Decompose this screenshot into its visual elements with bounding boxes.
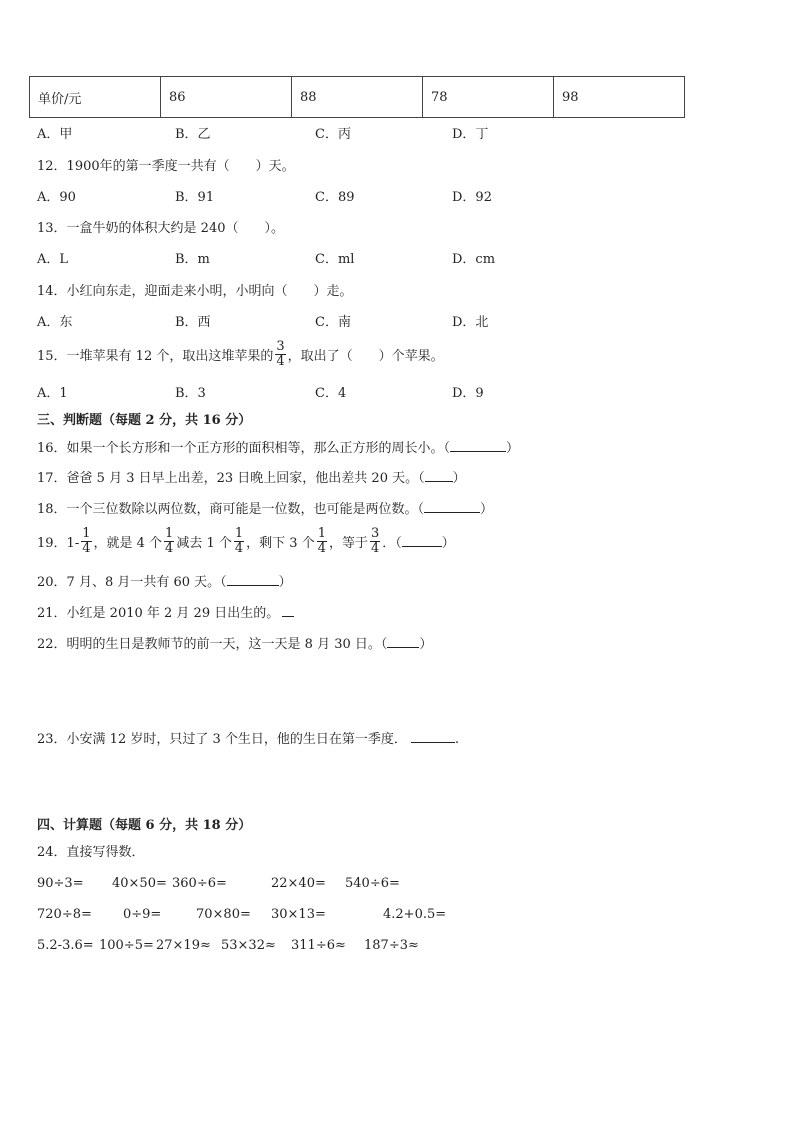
- fraction-numerator: 1: [165, 526, 174, 541]
- fraction: [234, 527, 244, 556]
- table-cell: 78: [423, 77, 554, 118]
- fraction: [81, 527, 91, 556]
- fraction: [275, 340, 285, 369]
- q13-option-a: A．L: [37, 252, 69, 267]
- question-19: [37, 528, 455, 560]
- q15-text-after: ，取出了（ ）个苹果。: [287, 349, 444, 364]
- q16-text: 16．如果一个长方形和一个正方形的面积相等，那么正方形的周长小。（: [37, 441, 451, 456]
- calc-item: 70×80=: [196, 907, 251, 922]
- calc-item: 53×32≈: [221, 938, 276, 953]
- q12-option-c: C．89: [315, 190, 355, 205]
- fraction-numerator: 1: [234, 526, 244, 541]
- q19-mid1: ，就是 4 个: [93, 536, 163, 551]
- section-4-title: 四、计算题（每题 6 分，共 18 分）: [37, 818, 252, 833]
- calc-item: 720÷8=: [37, 907, 92, 922]
- question-12: 12．1900年的第一季度一共有（ ）天。: [37, 159, 295, 174]
- q23-text: 23．小安满 12 岁时，只过了 3 个生日，他的生日在第一季度．: [37, 732, 407, 747]
- q12-option-a: A．90: [37, 190, 76, 205]
- price-table: [29, 76, 685, 118]
- table-header-cell: 单价/元: [30, 77, 161, 118]
- fraction-numerator: 3: [276, 339, 285, 354]
- q18-close: ）: [480, 502, 494, 517]
- q18-text: 18．一个三位数除以两位数，商可能是一位数，也可能是两位数。（: [37, 502, 425, 517]
- calc-item: 5.2-3.6=: [37, 938, 94, 953]
- question-14: 14．小红向东走，迎面走来小明，小明向（ ）走。: [37, 284, 353, 299]
- q15-option-b: B．3: [175, 386, 206, 401]
- q15-text-before: 15．一堆苹果有 12 个，取出这堆苹果的: [37, 349, 274, 364]
- q13-option-b: B．m: [175, 252, 210, 267]
- q20-close: ）: [278, 575, 292, 590]
- q14-option-a: A．东: [37, 315, 73, 330]
- calc-item: 40×50=: [112, 876, 167, 891]
- answer-blank: [411, 731, 455, 743]
- q11-option-a: A．甲: [37, 127, 73, 142]
- question-23: [37, 731, 459, 748]
- q19-close: ）: [441, 536, 455, 551]
- answer-blank: [282, 605, 294, 617]
- question-18: [37, 501, 493, 518]
- calc-item: 540÷6=: [345, 876, 400, 891]
- q11-option-d: D．丁: [452, 127, 489, 142]
- q11-option-b: B．乙: [175, 127, 211, 142]
- fraction-numerator: 1: [82, 526, 91, 541]
- calc-item: 0÷9=: [123, 907, 162, 922]
- fraction-numerator: 1: [317, 526, 326, 541]
- q15-option-d: D．9: [452, 386, 484, 401]
- question-22: [37, 636, 432, 653]
- q13-option-d: D．cm: [452, 252, 496, 267]
- question-15: [37, 339, 444, 372]
- q12-option-b: B．91: [175, 190, 215, 205]
- calc-item: 100÷5=: [99, 938, 154, 953]
- q14-option-c: C．南: [315, 315, 351, 330]
- fraction-denominator: 4: [234, 541, 244, 556]
- q16-close: ）: [506, 441, 520, 456]
- fraction-denominator: 4: [371, 541, 380, 556]
- q17-text: 17．爸爸 5 月 3 日早上出差，23 日晚上回家，他出差共 20 天。（: [37, 471, 425, 486]
- q19-mid3: ，剩下 3 个: [246, 536, 315, 551]
- calc-item: 22×40=: [271, 876, 326, 891]
- q19-mid2: 减去 1 个: [176, 536, 232, 551]
- section-3-title: 三、判断题（每题 2 分，共 16 分）: [37, 413, 252, 428]
- q20-text: 20．7 月、8 月一共有 60 天。（: [37, 575, 227, 590]
- calc-item: 360÷6=: [172, 876, 227, 891]
- fraction-denominator: 4: [165, 541, 174, 556]
- table-cell: 88: [292, 77, 423, 118]
- q22-close: ）: [419, 637, 433, 652]
- table-row: [30, 77, 685, 118]
- q13-option-c: C．ml: [315, 252, 355, 267]
- q15-option-c: C．4: [315, 386, 347, 401]
- q12-option-d: D．92: [452, 190, 492, 205]
- question-21: [37, 605, 294, 622]
- fraction-denominator: 4: [82, 541, 91, 556]
- question-16: [37, 440, 519, 457]
- calc-item: 4.2+0.5=: [383, 907, 447, 922]
- answer-blank: [425, 470, 453, 482]
- q19-end: ．（: [382, 536, 402, 551]
- calc-item: 27×19≈: [156, 938, 211, 953]
- q23-end: .: [454, 732, 460, 747]
- fraction-denominator: 4: [276, 354, 285, 369]
- calc-item: 187÷3≈: [364, 938, 419, 953]
- question-24: 24．直接写得数．: [37, 845, 145, 860]
- answer-blank: [424, 501, 480, 513]
- question-13: 13．一盒牛奶的体积大约是 240（ ）。: [37, 221, 284, 236]
- q19-prefix: 19．1-: [37, 536, 80, 551]
- fraction-denominator: 4: [317, 541, 326, 556]
- q11-option-c: C．丙: [315, 127, 351, 142]
- table-cell: 98: [554, 77, 685, 118]
- q21-text: 21．小红是 2010 年 2 月 29 日出生的。: [37, 606, 280, 621]
- fraction: [370, 527, 380, 556]
- answer-blank: [402, 535, 442, 547]
- question-20: [37, 574, 292, 591]
- q19-mid4: ，等于: [328, 536, 368, 551]
- calc-item: 90÷3=: [37, 876, 84, 891]
- q14-option-b: B．西: [175, 315, 211, 330]
- q14-option-d: D．北: [452, 315, 489, 330]
- question-17: [37, 470, 466, 487]
- answer-blank: [227, 574, 279, 586]
- calc-item: 311÷6≈: [291, 938, 346, 953]
- fraction: [164, 527, 174, 556]
- q17-close: ）: [452, 471, 466, 486]
- table-cell: 86: [161, 77, 292, 118]
- fraction: [317, 527, 327, 556]
- answer-blank: [387, 636, 419, 648]
- fraction-numerator: 3: [371, 526, 380, 541]
- q22-text: 22．明明的生日是教师节的前一天，这一天是 8 月 30 日。（: [37, 637, 388, 652]
- answer-blank: [450, 440, 506, 452]
- calc-item: 30×13=: [271, 907, 326, 922]
- q15-option-a: A．1: [37, 386, 68, 401]
